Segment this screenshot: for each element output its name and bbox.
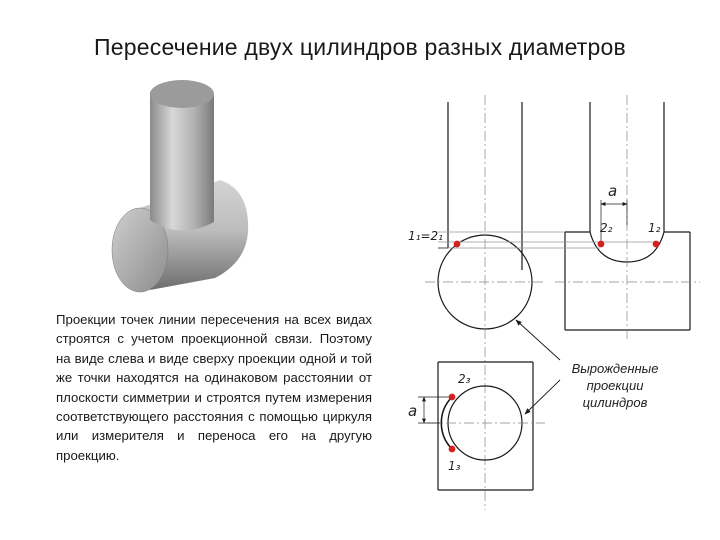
intersection-points	[449, 241, 660, 453]
isometric-cylinders-illustration	[112, 80, 248, 292]
callout-leaders	[516, 320, 560, 414]
description-text: Проекции точек линии пересечения на всех видах строятся с учетом проекционной связи. Поэтому на виде слева и виде сверху проекции одной и той же точки находятся на одинаковом расстоянии от плоскости симметрии и строятся путем измерения соответствующего расстояния с помощью циркуля или измерителя и переноса его на другую проекцию.	[56, 312, 372, 463]
label-front-point: 1₁=2₁	[408, 229, 443, 243]
side-point-2	[598, 241, 605, 248]
callout-degenerate-projections: Вырожденные проекции цилиндров	[571, 361, 659, 410]
label-side-point-1: 1₂	[648, 221, 661, 235]
side-point-1	[653, 241, 660, 248]
side-view	[555, 95, 700, 340]
page-title: Пересечение двух цилиндров разных диаметров	[94, 34, 626, 60]
label-dimension-a-side: a	[608, 182, 618, 200]
label-side-point-2: 2₂	[600, 221, 613, 235]
top-point-1	[449, 446, 456, 453]
top-point-2	[449, 394, 456, 401]
label-top-point-2: 2₃	[458, 372, 471, 386]
front-point	[454, 241, 461, 248]
top-view	[418, 362, 545, 490]
vertical-cylinder-top-face	[150, 80, 214, 108]
vertical-cylinder-body	[150, 92, 214, 231]
label-top-point-1: 1₃	[448, 459, 461, 473]
front-view	[425, 95, 545, 510]
label-dimension-a-top: a	[408, 402, 418, 420]
